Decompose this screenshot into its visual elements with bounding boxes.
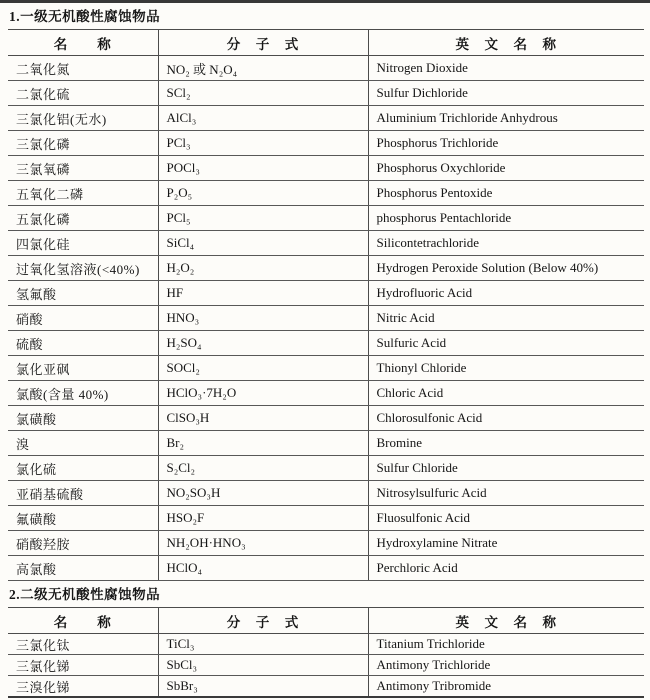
cell-formula: AlCl₃ — [158, 106, 368, 131]
cell-formula: NO₂ 或 N₂O₄ — [158, 56, 368, 81]
cell-name: 三氯化磷 — [8, 131, 158, 156]
chemicals-table-class-1 — [8, 29, 644, 581]
table-row — [8, 131, 644, 156]
cell-name: 硝酸羟胺 — [8, 531, 158, 556]
table-row — [8, 256, 644, 281]
column-header-name: 名 称 — [8, 608, 158, 634]
cell-english: Titanium Trichloride — [368, 634, 644, 655]
cell-english: Sulfur Dichloride — [368, 81, 644, 106]
cell-name: 氟磺酸 — [8, 506, 158, 531]
cell-english: Thionyl Chloride — [368, 356, 644, 381]
cell-formula: HSO₂F — [158, 506, 368, 531]
cell-name: 过氧化氢溶液(<40%) — [8, 256, 158, 281]
table-row — [8, 206, 644, 231]
cell-name: 氯磺酸 — [8, 406, 158, 431]
table-row — [8, 156, 644, 181]
cell-english: Sulfur Chloride — [368, 456, 644, 481]
cell-english: Hydrofluoric Acid — [368, 281, 644, 306]
cell-formula: P₂O₅ — [158, 181, 368, 206]
table-row — [8, 306, 644, 331]
cell-formula: HClO₃·7H₂O — [158, 381, 368, 406]
table-row — [8, 181, 644, 206]
cell-name: 硫酸 — [8, 331, 158, 356]
cell-english: Aluminium Trichloride Anhydrous — [368, 106, 644, 131]
cell-name: 四氯化硅 — [8, 231, 158, 256]
cell-name: 三氯化锑 — [8, 655, 158, 676]
cell-english: Hydrogen Peroxide Solution (Below 40%) — [368, 256, 644, 281]
table-row — [8, 655, 644, 676]
table-row — [8, 356, 644, 381]
table-header-row — [8, 608, 644, 634]
cell-name: 三氯化钛 — [8, 634, 158, 655]
cell-name: 二氧化氮 — [8, 56, 158, 81]
cell-formula: PCl₃ — [158, 131, 368, 156]
table-row — [8, 676, 644, 698]
cell-formula: H₂SO₄ — [158, 331, 368, 356]
cell-formula: HF — [158, 281, 368, 306]
cell-english: Sulfuric Acid — [368, 331, 644, 356]
column-header-formula: 分 子 式 — [158, 608, 368, 634]
table-row — [8, 56, 644, 81]
cell-name: 氯酸(含量 40%) — [8, 381, 158, 406]
column-header-name: 名 称 — [8, 30, 158, 56]
section-1-title: 1.一级无机酸性腐蚀物品 — [9, 9, 161, 24]
cell-formula: SOCl₂ — [158, 356, 368, 381]
cell-name: 氯化硫 — [8, 456, 158, 481]
cell-english: Bromine — [368, 431, 644, 456]
cell-english: Nitrosylsulfuric Acid — [368, 481, 644, 506]
table-row — [8, 231, 644, 256]
table-row — [8, 456, 644, 481]
section-2-title: 2.二级无机酸性腐蚀物品 — [9, 587, 161, 602]
cell-name: 二氯化硫 — [8, 81, 158, 106]
cell-formula: TiCl₃ — [158, 634, 368, 655]
cell-name: 氢氟酸 — [8, 281, 158, 306]
table-row — [8, 556, 644, 581]
cell-name: 高氯酸 — [8, 556, 158, 581]
table-row — [8, 381, 644, 406]
cell-english: Chlorosulfonic Acid — [368, 406, 644, 431]
cell-english: Nitric Acid — [368, 306, 644, 331]
table-row — [8, 531, 644, 556]
column-header-formula: 分 子 式 — [158, 30, 368, 56]
cell-formula: NH₂OH·HNO₃ — [158, 531, 368, 556]
cell-name: 溴 — [8, 431, 158, 456]
cell-formula: SbBr₃ — [158, 676, 368, 698]
table-row — [8, 481, 644, 506]
cell-english: Phosphorus Oxychloride — [368, 156, 644, 181]
cell-formula: SbCl₃ — [158, 655, 368, 676]
cell-english: Nitrogen Dioxide — [368, 56, 644, 81]
section-class-2 — [8, 581, 644, 698]
cell-english: Phosphorus Pentoxide — [368, 181, 644, 206]
chemicals-table-class-2 — [8, 607, 644, 698]
table-row — [8, 506, 644, 531]
table-row — [8, 106, 644, 131]
table-header-row — [8, 30, 644, 56]
cell-english: Chloric Acid — [368, 381, 644, 406]
table-row — [8, 634, 644, 655]
cell-english: phosphorus Pentachloride — [368, 206, 644, 231]
table-row — [8, 406, 644, 431]
cell-name: 三氯化铝(无水) — [8, 106, 158, 131]
section-class-1 — [8, 3, 644, 581]
cell-english: Antimony Trichloride — [368, 655, 644, 676]
cell-formula: SiCl₄ — [158, 231, 368, 256]
cell-formula: S₂Cl₂ — [158, 456, 368, 481]
cell-name: 三氯氧磷 — [8, 156, 158, 181]
cell-formula: HClO₄ — [158, 556, 368, 581]
cell-english: Antimony Tribromide — [368, 676, 644, 698]
cell-english: Perchloric Acid — [368, 556, 644, 581]
cell-formula: ClSO₃H — [158, 406, 368, 431]
table-row — [8, 81, 644, 106]
cell-formula: NO₂SO₃H — [158, 481, 368, 506]
cell-name: 氯化亚砜 — [8, 356, 158, 381]
cell-name: 五氯化磷 — [8, 206, 158, 231]
cell-name: 三溴化锑 — [8, 676, 158, 698]
cell-english: Fluosulfonic Acid — [368, 506, 644, 531]
cell-formula: SCl₂ — [158, 81, 368, 106]
page-sheet — [0, 3, 650, 698]
table-row — [8, 431, 644, 456]
cell-formula: H₂O₂ — [158, 256, 368, 281]
table-row — [8, 331, 644, 356]
cell-formula: PCl₅ — [158, 206, 368, 231]
cell-english: Silicontetrachloride — [368, 231, 644, 256]
cell-formula: POCl₃ — [158, 156, 368, 181]
column-header-english: 英 文 名 称 — [368, 608, 644, 634]
cell-formula: Br₂ — [158, 431, 368, 456]
cell-name: 亚硝基硫酸 — [8, 481, 158, 506]
column-header-english: 英 文 名 称 — [368, 30, 644, 56]
cell-formula: HNO₃ — [158, 306, 368, 331]
table-row — [8, 281, 644, 306]
cell-english: Phosphorus Trichloride — [368, 131, 644, 156]
cell-english: Hydroxylamine Nitrate — [368, 531, 644, 556]
cell-name: 硝酸 — [8, 306, 158, 331]
cell-name: 五氧化二磷 — [8, 181, 158, 206]
